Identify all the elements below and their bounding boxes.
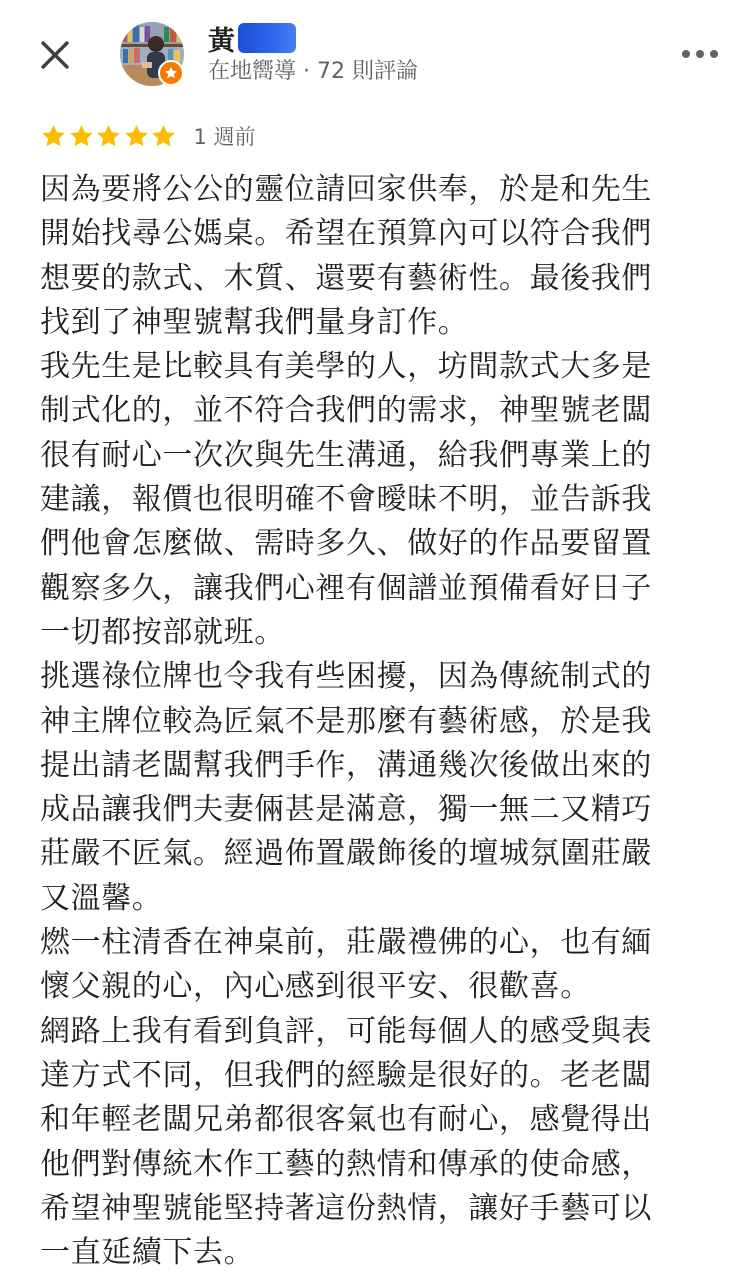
review-line: 很有耐心一次次與先生溝通，給我們專業上的 — [40, 437, 652, 473]
review-line: 又溫馨。 — [40, 880, 163, 916]
review-line: 網路上我有看到負評，可能每個人的感受與表 — [40, 1013, 652, 1049]
review-line: 提出請老闆幫我們手作，溝通幾次後做出來的 — [40, 747, 652, 783]
star-icon — [123, 123, 150, 150]
review-line: 和年輕老闆兄弟都很客氣也有耐心，感覺得出 — [40, 1102, 652, 1138]
review-line: 制式化的，並不符合我們的需求，神聖號老闆 — [40, 393, 652, 429]
review-line: 們他會怎麼做、需時多久、做好的作品要留置 — [40, 526, 652, 562]
review-line: 建議，報價也很明確不會曖昧不明，並告訴我 — [40, 482, 652, 518]
review-line: 懷父親的心，內心感到很平安、很歡喜。 — [40, 969, 591, 1005]
star-icon — [150, 123, 177, 150]
review-line: 因為要將公公的靈位請回家供奉，於是和先生 — [40, 172, 652, 207]
local-guide-badge — [158, 60, 184, 86]
review-line: 達方式不同，但我們的經驗是很好的。老老闆 — [40, 1057, 652, 1093]
review-body — [40, 168, 710, 1275]
star-icon — [40, 123, 67, 150]
review-line: 希望神聖號能堅持著這份熱情，讓好手藝可以 — [40, 1190, 652, 1226]
star-icon — [68, 123, 95, 150]
review-line: 想要的款式、木質、還要有藝術性。最後我們 — [40, 260, 652, 296]
local-guide-star-icon — [164, 66, 178, 80]
reviewer-name[interactable] — [208, 18, 296, 58]
name-redaction-mark — [238, 23, 296, 53]
review-line: 我先生是比較具有美學的人，坊間款式大多是 — [40, 349, 652, 385]
review-line: 觀察多久，讓我們心裡有個譜並預備看好日子 — [40, 570, 652, 606]
review-line: 一切都按部就班。 — [40, 614, 285, 650]
star-icon — [95, 123, 122, 150]
reviewer-avatar[interactable] — [120, 22, 184, 86]
review-line: 一直延續下去。 — [40, 1235, 255, 1271]
more-options-button[interactable] — [676, 32, 724, 76]
reviewer-meta: 在地嚮導 · 72 則評論 — [208, 59, 418, 84]
review-line: 神主牌位較為匠氣不是那麼有藝術感，於是我 — [40, 703, 652, 739]
review-date: 1 週前 — [193, 125, 256, 149]
rating-row — [40, 118, 256, 154]
more-horizontal-icon — [680, 48, 720, 60]
review-line: 開始找尋公媽桌。希望在預算內可以符合我們 — [40, 216, 652, 252]
reviewer-name-text: 黃 — [208, 25, 236, 57]
review-line: 找到了神聖號幫我們量身訂作。 — [40, 304, 469, 340]
review-line: 燃一柱清香在神桌前，莊嚴禮佛的心，也有緬 — [40, 925, 652, 961]
close-button[interactable] — [32, 32, 78, 78]
review-line: 成品讓我們夫妻倆甚是滿意，獨一無二又精巧 — [40, 792, 652, 828]
close-icon — [40, 40, 70, 70]
review-line: 莊嚴不匠氣。經過佈置嚴飾後的壇城氛圍莊嚴 — [40, 836, 652, 872]
review-line: 挑選祿位牌也令我有些困擾，因為傳統制式的 — [40, 659, 652, 695]
review-line: 他們對傳統木作工藝的熱情和傳承的使命感， — [40, 1146, 652, 1182]
star-rating — [40, 123, 178, 150]
